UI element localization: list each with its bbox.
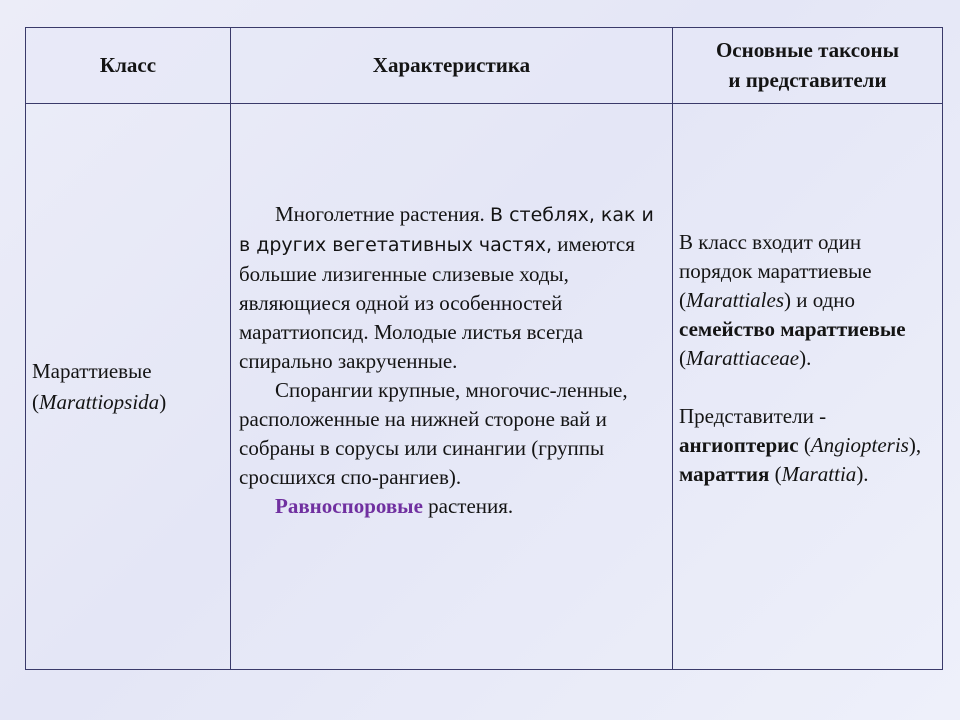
header-taxa-line1: Основные таксоны	[715, 38, 900, 63]
char-p3-rest: растения.	[428, 494, 514, 518]
header-characteristic: Характеристика	[231, 28, 673, 104]
char-paragraph-1	[239, 200, 664, 376]
class-name: Мараттиевые	[32, 359, 152, 384]
taxa-genus2-latin: Marattia	[781, 462, 857, 486]
characteristic-cell	[231, 104, 673, 670]
taxa-paragraph-1	[679, 228, 936, 373]
taxa-family-bold: семейство мараттиевые	[679, 317, 906, 341]
class-close-paren: )	[159, 389, 167, 414]
char-p1-serif: Многолетние растения.	[275, 202, 485, 226]
class-cell	[26, 104, 231, 670]
taxa-paragraph-2	[679, 402, 936, 489]
char-p2: Спорангии крупные, многочис-ленные, расположенные на нижней стороне вай и собраны в сорусы или синангии (группы сросшихся спо-рангиев).	[239, 378, 628, 489]
taxa-g1-close: ),	[908, 433, 922, 457]
char-paragraph-3	[239, 492, 664, 521]
taxa-t2: ) и одно	[784, 288, 856, 312]
taxa-t3: (	[679, 346, 686, 370]
taxa-g2-open: (	[774, 462, 782, 486]
taxa-family-latin: Marattiaceae	[686, 346, 800, 370]
body-row	[26, 104, 943, 670]
char-p3-highlight: Равноспоровые	[275, 494, 423, 518]
char-p1-sans: В стеблях, как и в других вегетативных частях,	[239, 204, 654, 256]
taxa-spacer	[679, 373, 936, 402]
taxa-reps-label: Представители -	[679, 404, 827, 428]
class-open-paren: (	[32, 389, 39, 414]
taxa-cell	[673, 104, 943, 670]
taxa-order-latin: Marattiales	[686, 288, 784, 312]
classification-table	[25, 27, 943, 670]
header-taxa-line2: и представители	[728, 67, 887, 92]
taxa-g1-open: (	[803, 433, 811, 457]
char-paragraph-2	[239, 376, 664, 492]
char-p1-rest: имеются большие лизигенные слизевые ходы, являющиеся одной из особенностей мараттиопсид. Молодые листья всегда спирально закрученные.	[239, 232, 635, 373]
header-class: Класс	[26, 28, 231, 104]
class-latin-name: Marattiopsida	[39, 389, 160, 414]
taxa-t4: ).	[799, 346, 812, 370]
header-row	[26, 28, 943, 104]
taxa-genus2: мараттия	[679, 462, 770, 486]
header-taxa	[673, 28, 943, 104]
taxa-genus1: ангиоптерис	[679, 433, 799, 457]
taxa-genus1-latin: Angiopteris	[810, 433, 909, 457]
taxa-g2-close: ).	[856, 462, 869, 486]
taxa-t1: В класс входит один порядок мараттиевые (	[679, 230, 872, 312]
